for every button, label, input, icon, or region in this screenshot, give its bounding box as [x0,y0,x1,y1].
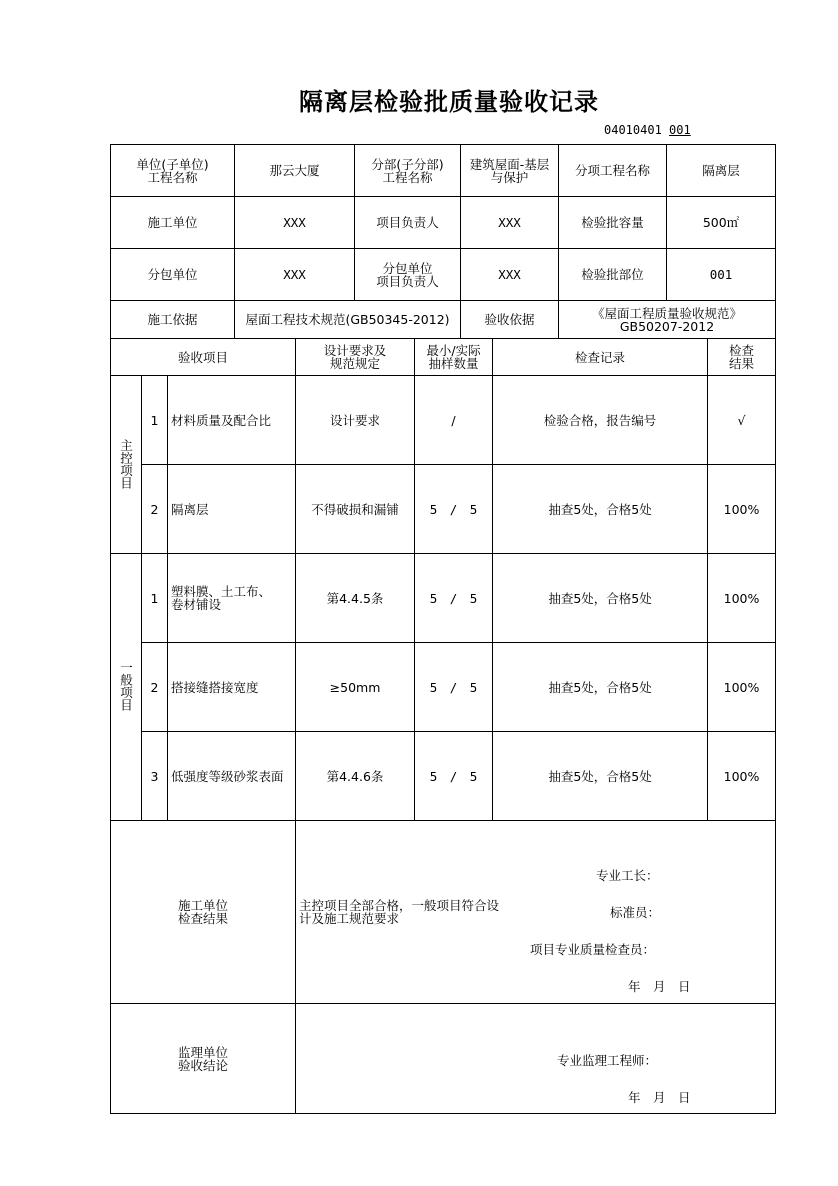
contractor-check-text: 主控项目全部合格，一般项目符合设 计及施工规范要求 [296,821,776,1004]
supervisor-check-area [296,1004,776,1114]
inspection-table [110,338,776,1114]
column-record: 检查记录 [493,339,708,376]
item-number: 3 [142,732,168,821]
capacity-value: 500㎡ [667,197,776,249]
item-number: 2 [142,465,168,554]
code-number: 04010401 [604,123,662,137]
item-number: 1 [142,376,168,465]
item-record: 抽查5处，合格5处 [493,732,708,821]
page-title: 隔离层检验批质量验收记录 [299,88,599,116]
subitem-label: 分项工程名称 [559,145,667,197]
item-record: 抽查5处，合格5处 [493,465,708,554]
unit-name-value: 那云大厦 [235,145,355,197]
column-item: 验收项目 [111,339,296,376]
item-record: 抽查5处，合格5处 [493,643,708,732]
contractor-label: 施工单位 [111,197,235,249]
subitem-value: 隔离层 [667,145,776,197]
supervisor-engineer-signature: 专业监理工程师： [557,1053,658,1068]
table-row [111,732,776,821]
subcontractor-value: XXX [235,249,355,301]
item-record: 检验合格，报告编号 [493,376,708,465]
quality-inspector-signature: 项目专业质量检查员： [530,942,656,957]
item-result: 100% [708,554,776,643]
item-sample: 5 / 5 [415,554,493,643]
batch-part-value: 001 [667,249,776,301]
construction-basis-label: 施工依据 [111,301,235,339]
item-name: 搭接缝搭接宽度 [168,643,296,732]
item-design: ≥50mm [296,643,415,732]
item-sample: / [415,376,493,465]
contractor-date: 年 月 日 [628,979,691,994]
acceptance-basis-value: 《屋面工程质量验收规范》 GB50207-2012 [559,301,776,339]
item-sample: 5 / 5 [415,643,493,732]
item-sample: 5 / 5 [415,732,493,821]
item-design: 第4.4.6条 [296,732,415,821]
table-row [111,376,776,465]
project-manager-value: XXX [461,197,559,249]
project-manager-label: 项目负责人 [355,197,461,249]
subdivision-label: 分部(子分部) 工程名称 [355,145,461,197]
item-result: 100% [708,732,776,821]
standard-officer-signature: 标准员： [610,905,661,920]
contractor-value: XXX [235,197,355,249]
table-row [111,465,776,554]
unit-name-label: 单位(子单位) 工程名称 [111,145,235,197]
item-design: 不得破损和漏铺 [296,465,415,554]
item-name: 材料质量及配合比 [168,376,296,465]
sub-project-manager-label: 分包单位 项目负责人 [355,249,461,301]
batch-part-label: 检验批部位 [559,249,667,301]
sub-project-manager-value: XXX [461,249,559,301]
item-name: 塑料膜、土工布、 卷材铺设 [168,554,296,643]
item-design: 第4.4.5条 [296,554,415,643]
construction-basis-value: 屋面工程技术规范(GB50345-2012) [235,301,461,339]
item-record: 抽查5处，合格5处 [493,554,708,643]
item-result: √ [708,376,776,465]
item-sample: 5 / 5 [415,465,493,554]
column-result: 检查 结果 [708,339,776,376]
acceptance-basis-label: 验收依据 [461,301,559,339]
item-name: 低强度等级砂浆表面 [168,732,296,821]
code-suffix: 001 [669,123,691,137]
capacity-label: 检验批容量 [559,197,667,249]
subdivision-value: 建筑屋面-基层 与保护 [461,145,559,197]
general-group: 一般项目 [111,554,142,821]
foreman-signature: 专业工长： [596,868,659,883]
contractor-check-label: 施工单位 检查结果 [111,821,296,1004]
table-row [111,554,776,643]
item-design: 设计要求 [296,376,415,465]
subcontractor-label: 分包单位 [111,249,235,301]
record-code [604,123,713,137]
item-number: 1 [142,554,168,643]
item-number: 2 [142,643,168,732]
table-row [111,643,776,732]
supervisor-check-label: 监理单位 验收结论 [111,1004,296,1114]
item-name: 隔离层 [168,465,296,554]
main-control-group: 主控项目 [111,376,142,554]
item-result: 100% [708,643,776,732]
header-table [110,144,776,339]
column-sample: 最小/实际 抽样数量 [415,339,493,376]
item-result: 100% [708,465,776,554]
supervisor-date: 年 月 日 [628,1090,691,1105]
column-design: 设计要求及 规范规定 [296,339,415,376]
